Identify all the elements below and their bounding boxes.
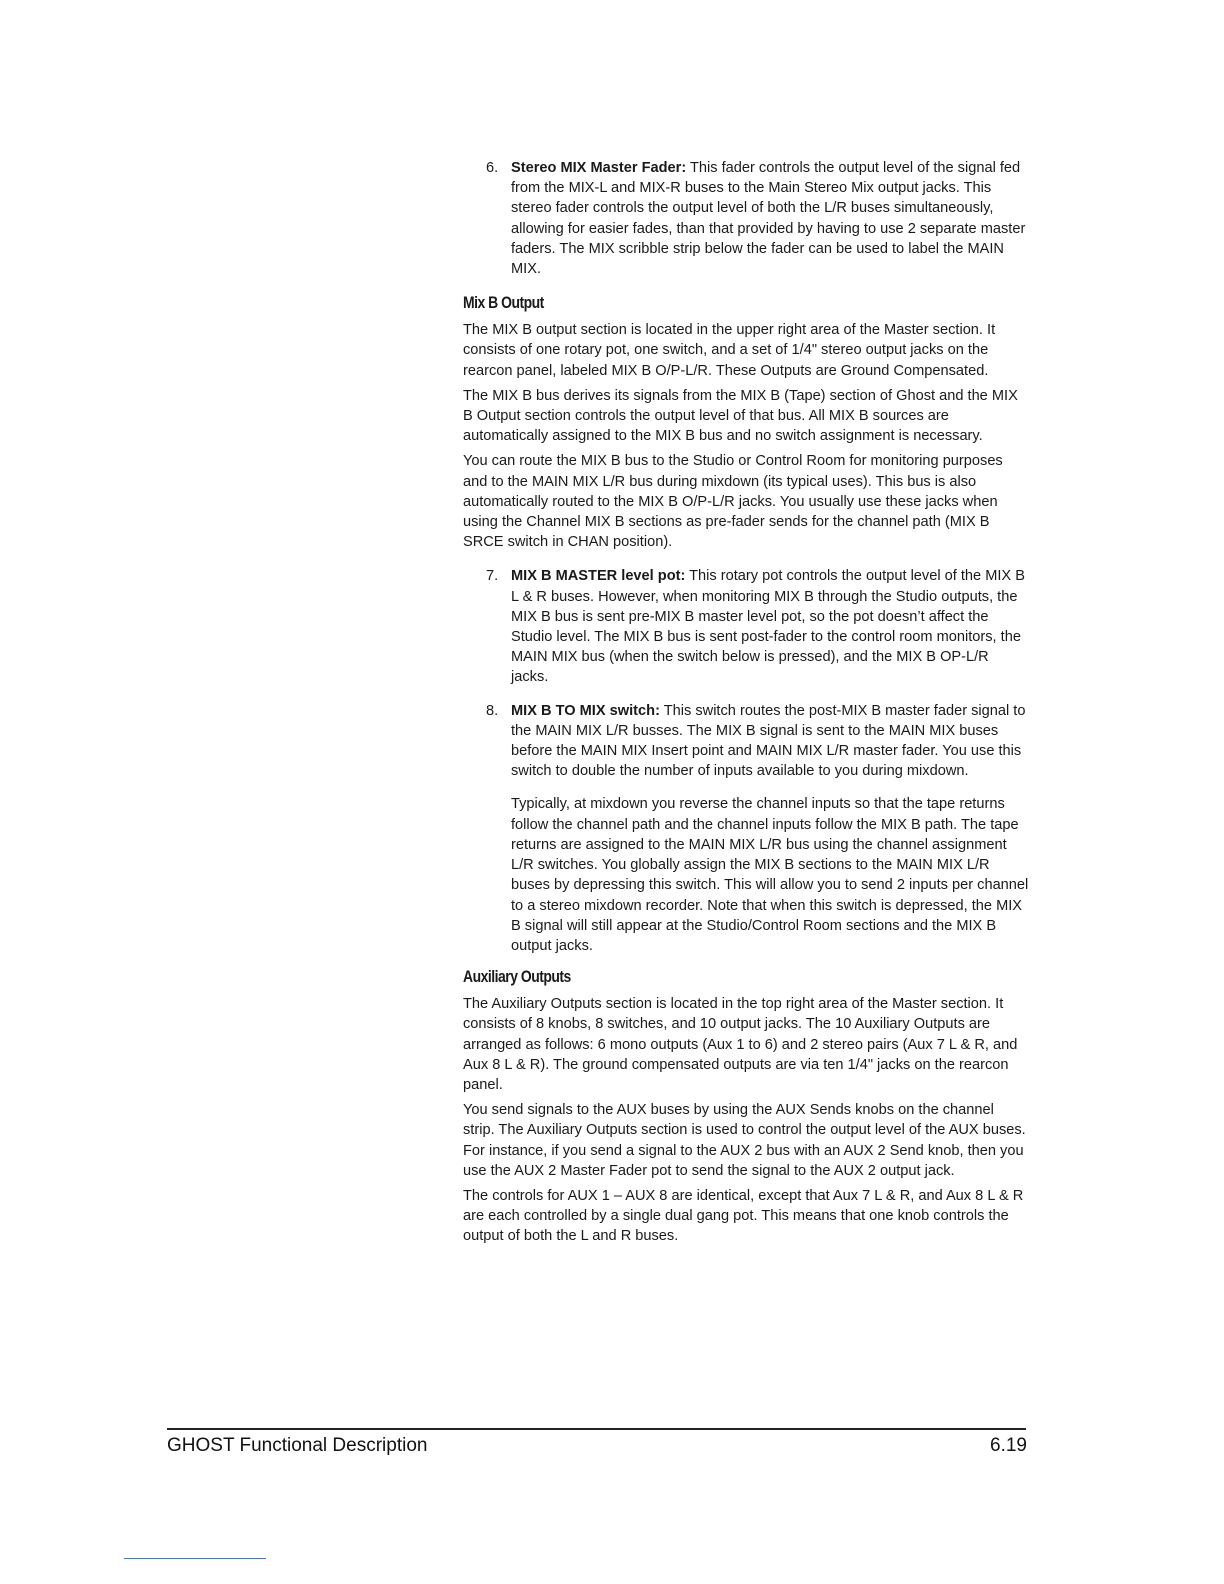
list-item-mix-b-master-level-pot (463, 566, 1029, 687)
item-number: 7. (486, 568, 499, 585)
paragraph: You can route the MIX B bus to the Studio or Control Room for monitoring purposes and to the MAIN MIX L/R bus during mixdown (its typical uses). This bus is also automatically routed to the MIX B O/P-L/R jacks. You usually use these jacks when using the Channel MIX B sections as pre-fader sends for the channel path (MIX B SRCE switch in CHAN position). (463, 453, 1003, 551)
item-text: This switch routes the post-MIX B master fader signal to the MAIN MIX L/R busses. The MIX B signal is sent to the MAIN MIX buses before the MAIN MIX Insert point and MAIN MIX L/R master fader. You use this switch to double the number of inputs available to you during mixdown. (511, 702, 1026, 780)
item-title: MIX B MASTER level pot: (511, 568, 686, 585)
item-text: This fader controls the output level of the signal fed from the MIX-L and MIX-R buses to the Main Stereo Mix output jacks. This stereo fader controls the output level of both the L/R buses simultaneously, allowing for easier fades, than that provided by having to use 2 separate master faders. The MIX scribble strip below the fader can be used to label the MAIN MIX. (511, 160, 1026, 278)
footer-page-number: 6.19 (990, 1435, 1027, 1456)
footer-divider (167, 1428, 1026, 1430)
paragraph: The MIX B bus derives its signals from the MIX B (Tape) section of Ghost and the MIX B Output section controls the output level of that bus. All MIX B sources are automatically assigned to the MIX B bus and no switch assignment is necessary. (463, 387, 1018, 445)
item-title: MIX B TO MIX switch: (511, 702, 660, 719)
paragraph: You send signals to the AUX buses by using the AUX Sends knobs on the channel strip. The Auxiliary Outputs section is used to control the output level of the AUX buses. For instance, if you send a signal to the AUX 2 bus with an AUX 2 Send knob, then you use the AUX 2 Master Fader pot to send the signal to the AUX 2 output jack. (463, 1102, 1026, 1179)
list-item-stereo-mix-master-fader (463, 158, 1029, 279)
section-heading-mix-b-output: Mix B Output (463, 293, 544, 313)
paragraph: The Auxiliary Outputs section is located in the top right area of the Master section. It consists of 8 knobs, 8 switches, and 10 output jacks. The 10 Auxiliary Outputs are arranged as follows: 6 mono outputs (Aux 1 to 6) and 2 stereo pairs (Aux 7 L & R, and Aux 8 L & R). The ground compensated outputs are via ten 1/4" jacks on the rearcon panel. (463, 996, 1018, 1093)
footer-document-title: GHOST Functional Description (167, 1435, 428, 1456)
item-text: This rotary pot controls the output level of the MIX B L & R buses. However, when monitoring MIX B through the Studio outputs, the MIX B bus is sent pre-MIX B master level pot, so the pot doesn’t affect the Studio level. The MIX B bus is sent post-fader to the control room monitors, the MAIN MIX bus (when the switch below is pressed), and the MIX B OP-L/R jacks. (511, 568, 1025, 686)
paragraph: The MIX B output section is located in the upper right area of the Master section. It consists of one rotary pot, one switch, and a set of 1/4" stereo output jacks on the rearcon panel, labeled MIX B O/P-L/R. These Outputs are Ground Compensated. (463, 322, 996, 379)
item-number: 6. (486, 160, 499, 176)
item-title: Stereo MIX Master Fader: (511, 160, 687, 176)
list-item-mix-b-to-mix-switch (463, 701, 1029, 782)
bottom-divider (124, 1558, 266, 1559)
section-heading-auxiliary-outputs: Auxiliary Outputs (463, 967, 571, 987)
page-body (463, 158, 1029, 1252)
paragraph: The controls for AUX 1 – AUX 8 are identical, except that Aux 7 L & R, and Aux 8 L & R are each controlled by a single dual gang pot. This means that one knob controls the output of both the L and R buses. (463, 1187, 1024, 1245)
paragraph-indented: Typically, at mixdown you reverse the channel inputs so that the tape returns follow the channel path and the channel inputs follow the MIX B path. The tape returns are assigned to the MAIN MIX L/R bus using the channel assignment L/R switches. You globally assign the MIX B sections to the MAIN MIX L/R buses by depressing this switch. This will allow you to send 2 inputs per channel to a stereo mixdown recorder. Note that when this switch is depressed, the MIX B signal will still appear at the Studio/Control Room sections and the MIX B output jacks. (511, 796, 1029, 954)
item-number: 8. (486, 702, 499, 719)
